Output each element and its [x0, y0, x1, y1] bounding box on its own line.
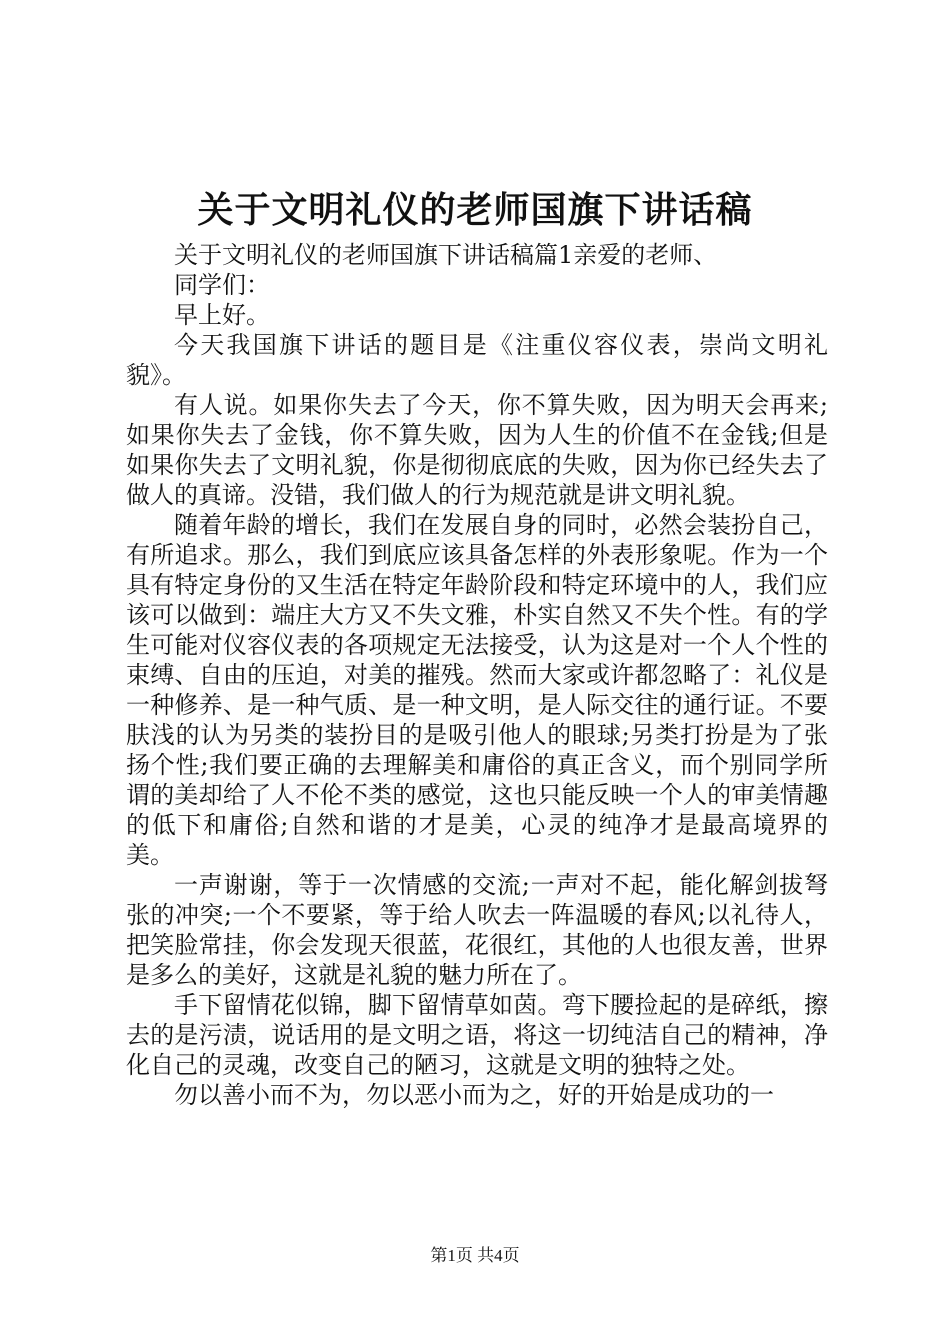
paragraph-9: 勿以善小而不为，勿以恶小而为之，好的开始是成功的一	[174, 1081, 774, 1109]
paragraph-3: 早上好。	[174, 301, 270, 329]
page-number-footer: 第1页 共4页	[430, 1246, 520, 1265]
paragraph-2: 同学们：	[174, 271, 270, 299]
document-title: 关于文明礼仪的老师国旗下讲话稿	[197, 190, 753, 231]
paragraph-4: 今天我国旗下讲话的题目是《注重仪容仪表，崇尚文明礼貌》。	[126, 331, 828, 389]
paragraph-8: 手下留情花似锦，脚下留情草如茵。弯下腰捡起的是碎纸，擦去的是污渍，说话用的是文明之语，将这一切纯洁自己的精神，净化自己的灵魂，改变自己的陋习，这就是文明的独特之处。	[126, 991, 828, 1079]
paragraph-7: 一声谢谢，等于一次情感的交流;一声对不起，能化解剑拔弩张的冲突;一个不要紧，等于给人吹去一阵温暖的春风;以礼待人，把笑脸常挂，你会发现天很蓝，花很红，其他的人也很友善，世界是多么的美好，这就是礼貌的魅力所在了。	[126, 871, 828, 989]
paragraph-5: 有人说。如果你失去了今天，你不算失败，因为明天会再来;如果你失去了金钱，你不算失败，因为人生的价值不在金钱;但是如果你失去了文明礼貌，你是彻彻底底的失败，因为你已经失去了做人的真谛。没错，我们做人的行为规范就是讲文明礼貌。	[126, 391, 828, 509]
paragraph-6: 随着年龄的增长，我们在发展自身的同时，必然会装扮自己，有所追求。那么，我们到底应该具备怎样的外表形象呢。作为一个具有特定身份的又生活在特定年龄阶段和特定环境中的人，我们应该可以做到：端庄大方又不失文雅，朴实自然又不失个性。有的学生可能对仪容仪表的各项规定无法接受，认为这是对一个人个性的束缚、自由的压迫，对美的摧残。然而大家或许都忽略了：礼仪是一种修养、是一种气质、是一种文明，是人际交往的通行证。不要肤浅的认为另类的装扮目的是吸引他人的眼球;另类打扮是为了张扬个性;我们要正确的去理解美和庸俗的真正含义，而个别同学所谓的美却给了人不伦不类的感觉，这也只能反映一个人的审美情趣的低下和庸俗;自然和谐的才是美，心灵的纯净才是最高境界的美。	[126, 511, 828, 869]
paragraph-1: 关于文明礼仪的老师国旗下讲话稿篇1亲爱的老师、	[174, 241, 718, 269]
document-body	[126, 240, 828, 1110]
